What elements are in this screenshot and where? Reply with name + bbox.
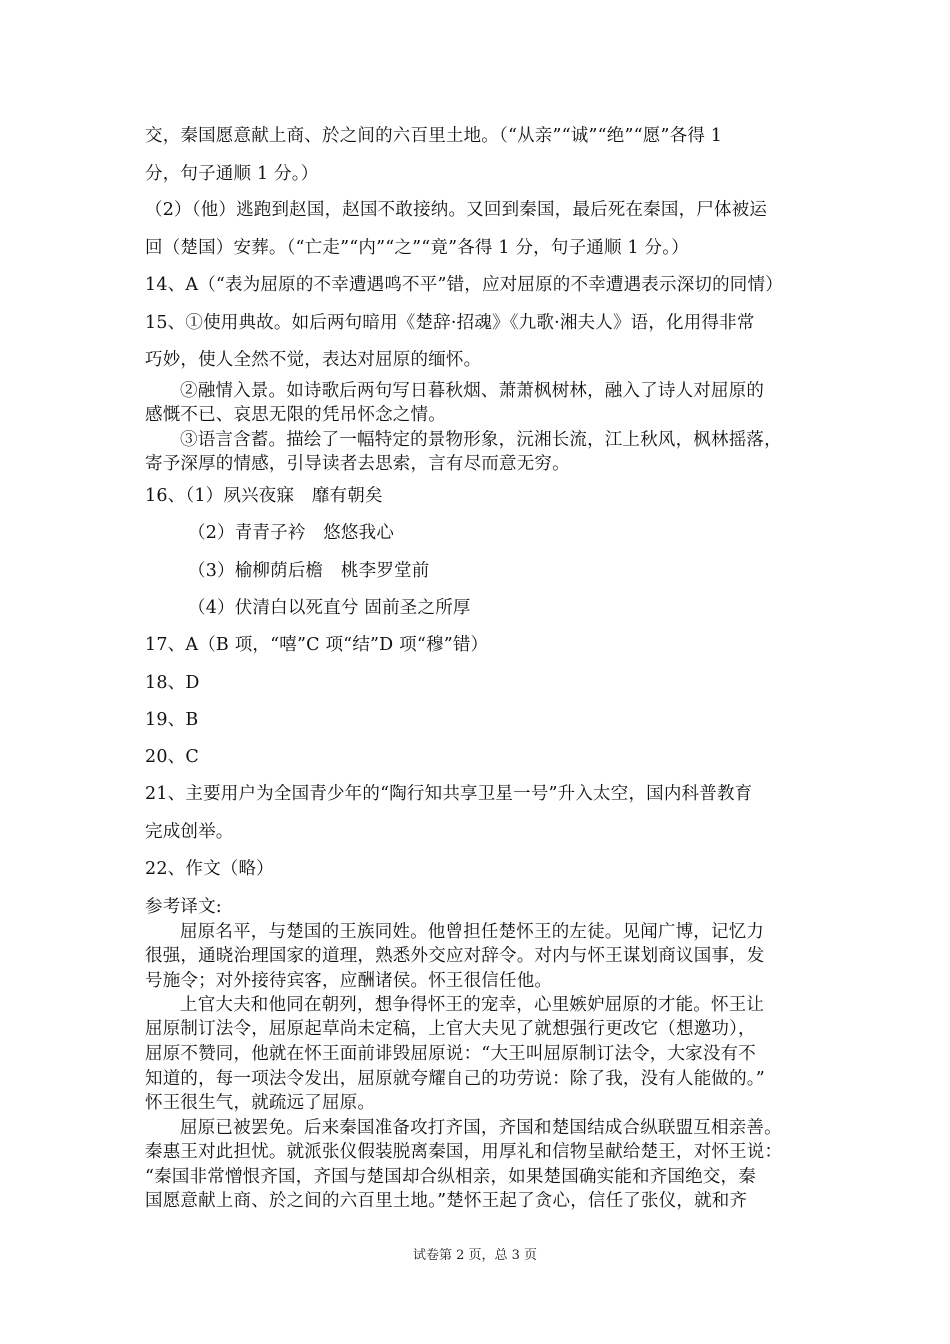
text-line: 交，秦国愿意献上商、於之间的六百里土地。（“从亲”“诚”“绝”“愿”各得 1 [145, 126, 723, 146]
text-line: 回（楚国）安葬。（“亡走”“内”“之”“竟”各得 1 分，句子通顺 1 分。） [145, 238, 689, 258]
text-line: 寄予深厚的情感，引导读者去思索，言有尽而意无穷。 [145, 454, 570, 474]
text-line: ③语言含蓄。描绘了一幅特定的景物形象，沅湘长流，江上秋风，枫林摇落， [180, 430, 782, 450]
text-line: 巧妙，使人全然不觉，表达对屈原的缅怀。 [145, 350, 482, 370]
text-line: 屈原已被罢免。后来秦国准备攻打齐国，齐国和楚国结成合纵联盟互相亲善。 [180, 1118, 782, 1138]
text-line: 参考译文: [145, 897, 222, 917]
page-footer: 试卷第 2 页，总 3 页 [412, 1248, 538, 1263]
text-line: 怀王很生气，就疏远了屈原。 [145, 1093, 376, 1113]
text-line: 号施令；对外接待宾客，应酬诸侯。怀王很信任他。 [145, 971, 553, 991]
text-line: （2）（他）逃跑到赵国，赵国不敢接纳。又回到秦国，最后死在秦国，尸体被运 [145, 200, 768, 220]
text-line: 14、A（“表为屈原的不幸遭遇鸣不平”错，应对屈原的不幸遭遇表示深切的同情） [145, 275, 783, 295]
text-line: 很强，通晓治理国家的道理，熟悉外交应对辞令。对内与怀王谋划商议国事，发 [145, 946, 765, 966]
text-line: 国愿意献上商、於之间的六百里土地。”楚怀王起了贪心，信任了张仪，就和齐 [145, 1191, 748, 1211]
text-line: 上官大夫和他同在朝列，想争得怀王的宠幸，心里嫉妒屈原的才能。怀王让 [180, 995, 765, 1015]
text-line: 17、A（B 项，“嘻”C 项“结”D 项“穆”错） [145, 635, 489, 655]
text-line: 秦惠王对此担忧。就派张仪假装脱离秦国，用厚礼和信物呈献给楚王，对怀王说： [145, 1142, 783, 1162]
text-line: 18、D [145, 673, 200, 693]
text-line: （2）青青子衿 悠悠我心 [188, 523, 395, 543]
text-line: （4）伏清白以死直兮 固前圣之所厚 [188, 598, 471, 618]
text-line: 屈原不赞同，他就在怀王面前诽毁屈原说：“大王叫屈原制订法令，大家没有不 [145, 1044, 756, 1064]
text-line: 22、作文（略） [145, 859, 274, 879]
text-line: 屈原制订法令，屈原起草尚未定稿，上官大夫见了就想强行更改它（想邀功）， [145, 1019, 756, 1039]
text-line: 19、B [145, 710, 199, 730]
text-line: 屈原名平，与楚国的王族同姓。他曾担任楚怀王的左徒。见闻广博，记忆力 [180, 922, 765, 942]
text-line: 20、C [145, 747, 199, 767]
text-line: 15、①使用典故。如后两句暗用《楚辞·招魂》《九歌·湘夫人》语，化用得非常 [145, 313, 755, 333]
text-line: 分，句子通顺 1 分。） [145, 164, 319, 184]
text-line: （3）榆柳荫后檐 桃李罗堂前 [188, 561, 430, 581]
text-line: ②融情入景。如诗歌后两句写日暮秋烟、萧萧枫树林，融入了诗人对屈原的 [180, 381, 765, 401]
text-line: 16、（1）夙兴夜寐 靡有朝矣 [145, 486, 383, 506]
text-line: “秦国非常憎恨齐国，齐国与楚国却合纵相亲，如果楚国确实能和齐国绝交，秦 [145, 1167, 756, 1187]
text-line: 感慨不已、哀思无限的凭吊怀念之情。 [145, 405, 446, 425]
text-line: 知道的，每一项法令发出，屈原就夸耀自己的功劳说：除了我，没有人能做的。” [145, 1069, 765, 1089]
text-line: 21、主要用户为全国青少年的“陶行知共享卫星一号”升入太空，国内科普教育 [145, 784, 753, 804]
text-line: 完成创举。 [145, 822, 234, 842]
